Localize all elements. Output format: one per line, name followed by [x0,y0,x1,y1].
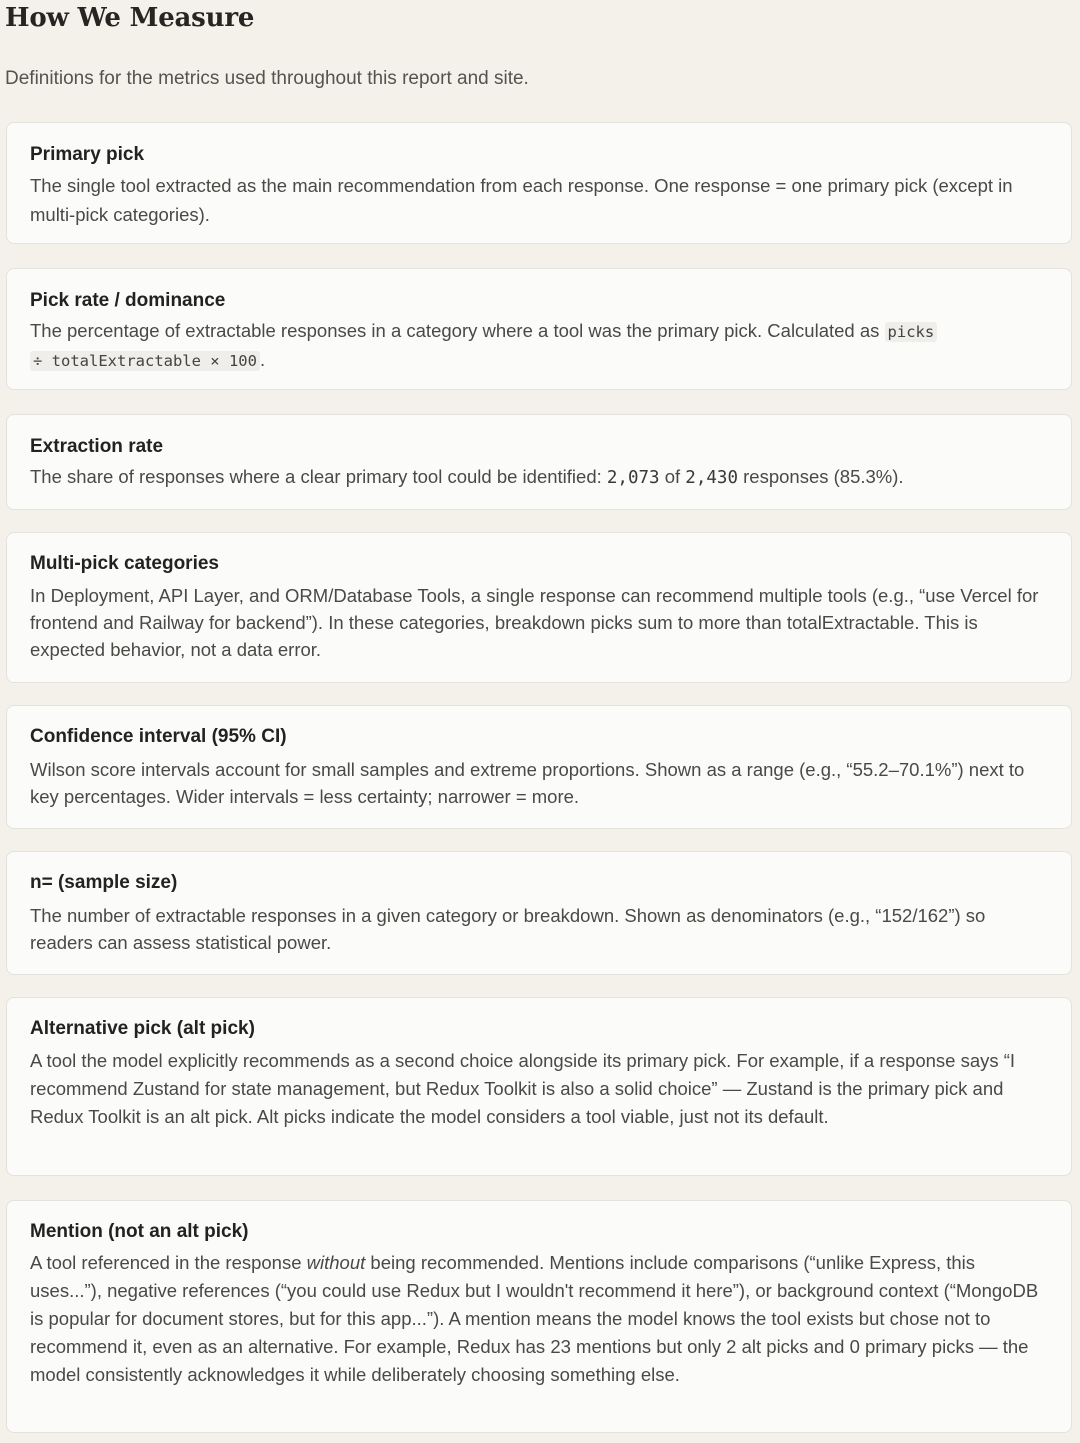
definition-body-text: . [259,349,266,370]
page-subtitle: Definitions for the metrics used throughout this report and site. [5,68,529,89]
definition-body-text: The share of responses where a clear primary tool could be identified: [30,466,607,487]
formula-code: ÷ totalExtractable × 100 [30,351,260,371]
definition-body-text: responses (85.3%). [737,466,904,487]
definition-term: Confidence interval (95% CI) [30,726,287,747]
definition-card-confidence-interval [6,705,1072,829]
definition-body [30,317,1049,375]
definition-body: In Deployment, API Layer, and ORM/Database Tools, a single response can recommend multiple tools (e.g., “use Vercel for frontend and Railway for backend”). In these categories, breakdown picks sum to more than totalExtractable. This is expected behavior, not a data error. [30,585,1039,660]
definition-card-pick-rate [6,268,1072,390]
definition-card-mention [6,1200,1072,1433]
definition-body [30,463,1049,492]
definition-card-sample-size [6,851,1072,975]
definition-term: n= (sample size) [30,872,178,893]
definition-body: The single tool extracted as the main recommendation from each response. One response = one primary pick (except in multi-pick categories). [30,175,1013,225]
definition-body [30,1249,1049,1389]
definition-body: Wilson score intervals account for small samples and extreme proportions. Shown as a range (e.g., “55.2–70.1%”) next to key percentages. Wider intervals = less certainty; narrower = more. [30,759,1025,807]
definition-body-text: of [659,466,686,487]
emphasis-text: without [306,1252,366,1273]
definition-body: A tool the model explicitly recommends as a second choice alongside its primary pick. For example, if a response says “I recommend Zustand for state management, but Redux Toolkit is also a solid choice” — Zustand is the primary pick and Redux Toolkit is an alt pick. Alt picks indicate the model considers a tool viable, just not its default. [30,1050,1016,1127]
definition-body-text: The percentage of extractable responses in a category where a tool was the primary pick. Calculated as [30,320,885,341]
definition-body-text: A tool referenced in the response [30,1252,307,1273]
definition-term: Primary pick [30,144,145,165]
definition-card-extraction-rate [6,414,1072,510]
definition-body: The number of extractable responses in a given category or breakdown. Shown as denominators (e.g., “152/162”) so readers can assess statistical power. [30,905,986,953]
definition-term: Mention (not an alt pick) [30,1221,249,1242]
definition-term: Extraction rate [30,436,164,457]
definition-card-multi-pick [6,532,1072,683]
total-count: 2,430 [685,468,738,488]
definition-term: Pick rate / dominance [30,290,226,311]
definition-term: Multi-pick categories [30,553,219,574]
definition-card-primary-pick [6,122,1072,244]
page-title: How We Measure [5,3,255,33]
definition-card-alt-pick [6,997,1072,1176]
extracted-count: 2,073 [606,468,660,488]
formula-code: picks [885,322,938,342]
definition-term: Alternative pick (alt pick) [30,1018,255,1039]
definition-body-text: being recommended. Mentions include comparisons (“unlike Express, this uses...”), negative references (“you could use Redux but I wouldn't recommend it here”), or background context (“MongoDB is popular for document stores, but for this app...”). A mention means the model knows the tool exists but chose not to recommend it, even as an alternative. For example, Redux has 23 mentions but only 2 alt picks and 0 primary picks — the model consistently acknowledges it while deliberately choosing something else. [30,1252,1039,1385]
